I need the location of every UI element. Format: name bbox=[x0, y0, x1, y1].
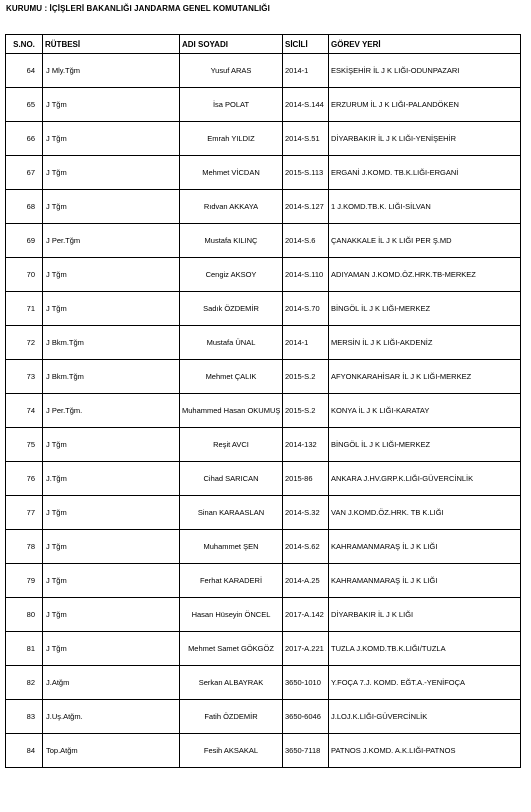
cell-duty-location: BİNGÖL İL J K LIĞI-MERKEZ bbox=[329, 292, 521, 326]
table-row bbox=[6, 122, 521, 156]
table-row bbox=[6, 496, 521, 530]
cell-rank: J Mly.Tğm bbox=[43, 54, 180, 88]
cell-registry: 2014-S.51 bbox=[283, 122, 329, 156]
cell-rank: J.Atğm bbox=[43, 666, 180, 700]
cell-name: Fatih ÖZDEMİR bbox=[180, 700, 283, 734]
cell-name: Muhammed Hasan OKUMUŞ bbox=[180, 394, 283, 428]
cell-rank: J Tğm bbox=[43, 88, 180, 122]
table-row bbox=[6, 224, 521, 258]
cell-sno: 73 bbox=[6, 360, 43, 394]
table-row bbox=[6, 530, 521, 564]
cell-sno: 76 bbox=[6, 462, 43, 496]
cell-name: Serkan ALBAYRAK bbox=[180, 666, 283, 700]
table-row bbox=[6, 462, 521, 496]
table-row bbox=[6, 54, 521, 88]
cell-rank: Top.Atğm bbox=[43, 734, 180, 768]
cell-sno: 80 bbox=[6, 598, 43, 632]
cell-rank: J Tğm bbox=[43, 190, 180, 224]
cell-name: Sadık ÖZDEMİR bbox=[180, 292, 283, 326]
cell-duty-location: Y.FOÇA 7.J. KOMD. EĞT.A.-YENİFOÇA bbox=[329, 666, 521, 700]
table-row bbox=[6, 428, 521, 462]
cell-registry: 3650-7118 bbox=[283, 734, 329, 768]
header-duty-location: GÖREV YERİ bbox=[329, 35, 521, 54]
cell-duty-location: KONYA İL J K LIĞI-KARATAY bbox=[329, 394, 521, 428]
header-sno: S.NO. bbox=[6, 35, 43, 54]
cell-duty-location: ADIYAMAN J.KOMD.ÖZ.HRK.TB-MERKEZ bbox=[329, 258, 521, 292]
cell-sno: 78 bbox=[6, 530, 43, 564]
table-row bbox=[6, 632, 521, 666]
cell-duty-location: ÇANAKKALE İL J K LIĞI PER Ş.MD bbox=[329, 224, 521, 258]
cell-registry: 2014-S.62 bbox=[283, 530, 329, 564]
cell-sno: 84 bbox=[6, 734, 43, 768]
table-body bbox=[6, 54, 521, 768]
table-row bbox=[6, 88, 521, 122]
table-row bbox=[6, 394, 521, 428]
cell-rank: J Tğm bbox=[43, 292, 180, 326]
cell-registry: 2015-S.2 bbox=[283, 360, 329, 394]
table-row bbox=[6, 190, 521, 224]
table-row bbox=[6, 258, 521, 292]
cell-rank: J Tğm bbox=[43, 496, 180, 530]
cell-duty-location: ESKİŞEHİR İL J K LIĞI-ODUNPAZARI bbox=[329, 54, 521, 88]
cell-name: Reşit AVCI bbox=[180, 428, 283, 462]
cell-registry: 2014-S.127 bbox=[283, 190, 329, 224]
cell-rank: J Bkm.Tğm bbox=[43, 360, 180, 394]
cell-duty-location: 1 J.KOMD.TB.K. LIĞI-SİLVAN bbox=[329, 190, 521, 224]
cell-rank: J Per.Tğm bbox=[43, 224, 180, 258]
cell-duty-location: DİYARBAKIR İL J K LIĞI-YENİŞEHİR bbox=[329, 122, 521, 156]
cell-sno: 67 bbox=[6, 156, 43, 190]
cell-sno: 69 bbox=[6, 224, 43, 258]
cell-rank: J.Tğm bbox=[43, 462, 180, 496]
header-rank: RÜTBESİ bbox=[43, 35, 180, 54]
cell-duty-location: BİNGÖL İL J K LIĞI-MERKEZ bbox=[329, 428, 521, 462]
cell-registry: 2014-S.70 bbox=[283, 292, 329, 326]
cell-name: Hasan Hüseyin ÖNCEL bbox=[180, 598, 283, 632]
institution-title: KURUMU : İÇİŞLERİ BAKANLIĞI JANDARMA GENEL KOMUTANLIĞI bbox=[6, 4, 270, 13]
cell-name: İsa POLAT bbox=[180, 88, 283, 122]
cell-duty-location: TUZLA J.KOMD.TB.K.LIĞI/TUZLA bbox=[329, 632, 521, 666]
cell-registry: 2014-S.6 bbox=[283, 224, 329, 258]
cell-rank: J Tğm bbox=[43, 598, 180, 632]
cell-registry: 2015-S.113 bbox=[283, 156, 329, 190]
cell-rank: J Tğm bbox=[43, 156, 180, 190]
cell-registry: 2014-S.32 bbox=[283, 496, 329, 530]
cell-registry: 3650-6046 bbox=[283, 700, 329, 734]
cell-duty-location: ANKARA J.HV.GRP.K.LIĞI-GÜVERCİNLİK bbox=[329, 462, 521, 496]
cell-sno: 65 bbox=[6, 88, 43, 122]
table-row bbox=[6, 700, 521, 734]
cell-name: Rıdvan AKKAYA bbox=[180, 190, 283, 224]
cell-registry: 2017-A.221 bbox=[283, 632, 329, 666]
cell-duty-location: J.LOJ.K.LIĞI-GÜVERCİNLİK bbox=[329, 700, 521, 734]
cell-duty-location: DİYARBAKIR İL J K LIĞI bbox=[329, 598, 521, 632]
cell-sno: 83 bbox=[6, 700, 43, 734]
cell-registry: 2014-A.25 bbox=[283, 564, 329, 598]
cell-registry: 2015-S.2 bbox=[283, 394, 329, 428]
cell-sno: 79 bbox=[6, 564, 43, 598]
cell-sno: 66 bbox=[6, 122, 43, 156]
table-row bbox=[6, 564, 521, 598]
table-row bbox=[6, 292, 521, 326]
cell-name: Mustafa KILINÇ bbox=[180, 224, 283, 258]
header-name: ADI SOYADI bbox=[180, 35, 283, 54]
cell-registry: 2014-S.110 bbox=[283, 258, 329, 292]
cell-sno: 74 bbox=[6, 394, 43, 428]
table-row bbox=[6, 734, 521, 768]
cell-rank: J Tğm bbox=[43, 428, 180, 462]
cell-name: Mehmet Samet GÖKGÖZ bbox=[180, 632, 283, 666]
cell-duty-location: PATNOS J.KOMD. A.K.LIĞI-PATNOS bbox=[329, 734, 521, 768]
table-row bbox=[6, 156, 521, 190]
cell-name: Sinan KARAASLAN bbox=[180, 496, 283, 530]
cell-name: Cengiz AKSOY bbox=[180, 258, 283, 292]
cell-registry: 3650-1010 bbox=[283, 666, 329, 700]
cell-sno: 64 bbox=[6, 54, 43, 88]
cell-registry: 2014-1 bbox=[283, 326, 329, 360]
cell-sno: 72 bbox=[6, 326, 43, 360]
cell-rank: J Tğm bbox=[43, 564, 180, 598]
cell-name: Mustafa ÜNAL bbox=[180, 326, 283, 360]
table-row bbox=[6, 360, 521, 394]
cell-name: Mehmet ÇALIK bbox=[180, 360, 283, 394]
cell-sno: 70 bbox=[6, 258, 43, 292]
cell-rank: J.Uş.Atğm. bbox=[43, 700, 180, 734]
cell-duty-location: ERZURUM İL J K LIĞI-PALANDÖKEN bbox=[329, 88, 521, 122]
cell-rank: J Tğm bbox=[43, 122, 180, 156]
cell-sno: 75 bbox=[6, 428, 43, 462]
cell-name: Yusuf ARAS bbox=[180, 54, 283, 88]
cell-sno: 71 bbox=[6, 292, 43, 326]
cell-rank: J Tğm bbox=[43, 258, 180, 292]
cell-name: Muhammet ŞEN bbox=[180, 530, 283, 564]
cell-sno: 77 bbox=[6, 496, 43, 530]
table-row bbox=[6, 326, 521, 360]
table-row bbox=[6, 666, 521, 700]
cell-rank: J Tğm bbox=[43, 632, 180, 666]
cell-registry: 2015-86 bbox=[283, 462, 329, 496]
cell-duty-location: KAHRAMANMARAŞ İL J K LIĞI bbox=[329, 564, 521, 598]
cell-name: Ferhat KARADERİ bbox=[180, 564, 283, 598]
cell-sno: 81 bbox=[6, 632, 43, 666]
personnel-table bbox=[5, 34, 521, 768]
cell-name: Cihad SARICAN bbox=[180, 462, 283, 496]
cell-duty-location: KAHRAMANMARAŞ İL J K LIĞI bbox=[329, 530, 521, 564]
header-registry: SİCİLİ bbox=[283, 35, 329, 54]
cell-sno: 82 bbox=[6, 666, 43, 700]
cell-registry: 2014-1 bbox=[283, 54, 329, 88]
cell-duty-location: MERSİN İL J K LIĞI-AKDENİZ bbox=[329, 326, 521, 360]
cell-rank: J Per.Tğm. bbox=[43, 394, 180, 428]
cell-duty-location: VAN J.KOMD.ÖZ.HRK. TB K.LIĞI bbox=[329, 496, 521, 530]
cell-name: Emrah YILDIZ bbox=[180, 122, 283, 156]
cell-registry: 2014-S.144 bbox=[283, 88, 329, 122]
cell-name: Mehmet VİCDAN bbox=[180, 156, 283, 190]
cell-registry: 2014-132 bbox=[283, 428, 329, 462]
cell-rank: J Bkm.Tğm bbox=[43, 326, 180, 360]
cell-rank: J Tğm bbox=[43, 530, 180, 564]
cell-duty-location: AFYONKARAHİSAR İL J K LIĞI-MERKEZ bbox=[329, 360, 521, 394]
table-header-row bbox=[6, 35, 521, 54]
cell-registry: 2017-A.142 bbox=[283, 598, 329, 632]
cell-sno: 68 bbox=[6, 190, 43, 224]
cell-name: Fesih AKSAKAL bbox=[180, 734, 283, 768]
table-row bbox=[6, 598, 521, 632]
cell-duty-location: ERGANİ J.KOMD. TB.K.LIĞI-ERGANİ bbox=[329, 156, 521, 190]
